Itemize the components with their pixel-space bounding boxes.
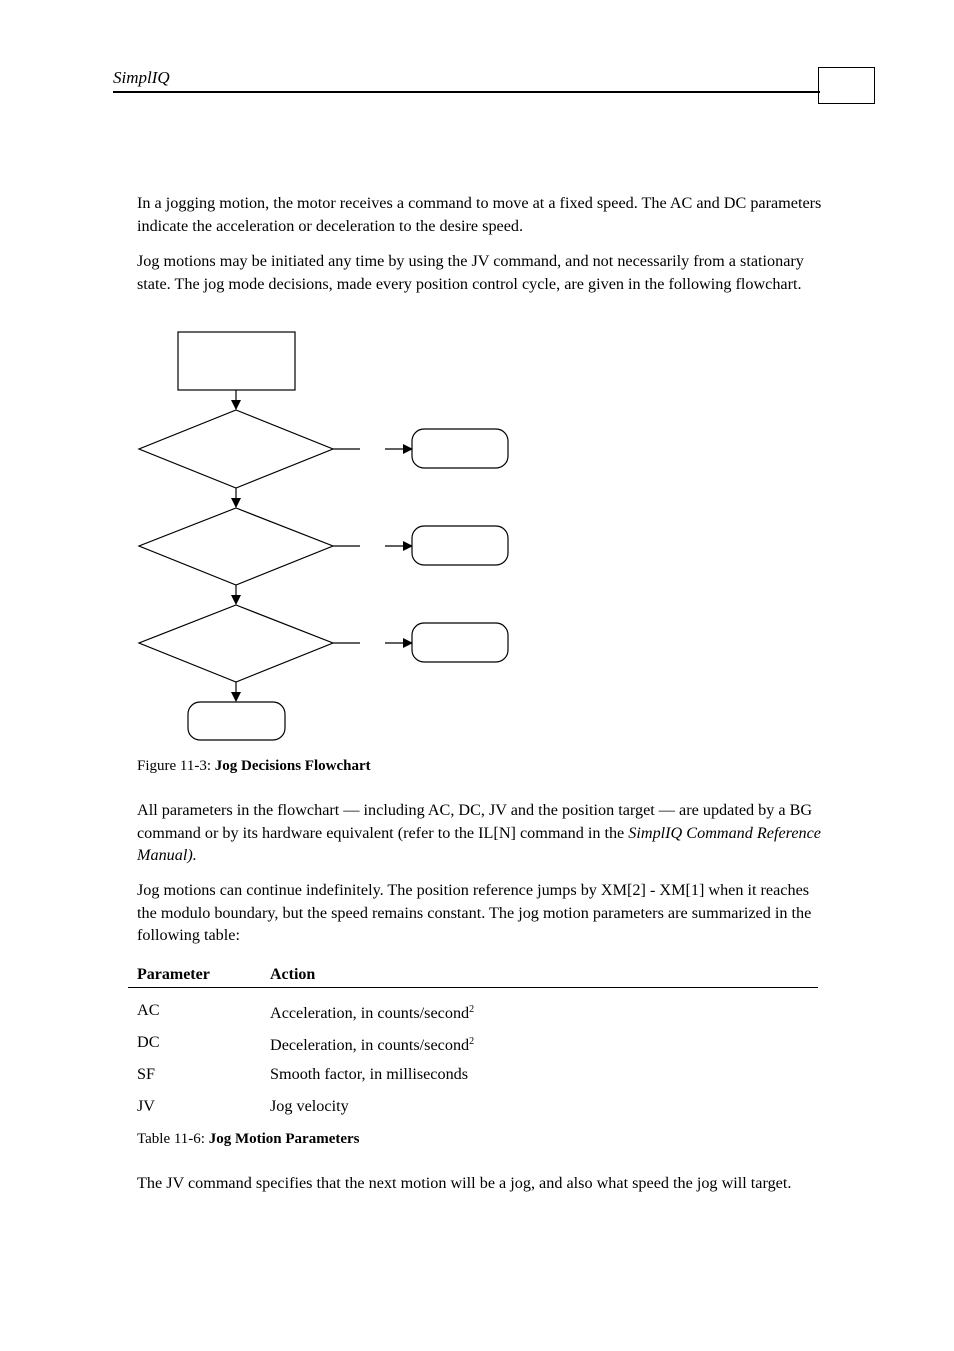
table-caption xyxy=(137,1129,360,1149)
command-reference-manual-title: SimplIQ Command Reference Manual). xyxy=(137,823,821,864)
table-cell-action xyxy=(270,1031,474,1056)
paragraph-jog-initiation: Jog motions may be initiated any time by using the JV command, and not necessarily from a stationary state. The jog mode decisions, made every position control cycle, are given in the following flowchart. xyxy=(137,252,804,293)
flowchart-terminal-1 xyxy=(412,429,508,468)
table-cell-action-text: Acceleration, in counts/second xyxy=(270,1004,470,1022)
jog-decisions-flowchart xyxy=(130,325,530,745)
flowchart-start-box xyxy=(178,332,295,390)
header-rule xyxy=(113,91,820,93)
superscript: 2 xyxy=(469,1004,475,1015)
table-cell-parameter: JV xyxy=(137,1097,155,1115)
table-cell-action: Smooth factor, in milliseconds xyxy=(270,1065,469,1083)
table-cell-action-text: Deceleration, in counts/second xyxy=(270,1036,470,1054)
paragraph-parameter-updates xyxy=(137,799,822,867)
paragraph-parameter-updates-text: All parameters in the flowchart — including AC, DC, JV and the position target — are updated by a BG command or by its hardware equivalent (refer to the IL[N] command in the xyxy=(137,801,813,842)
table-header-rule xyxy=(128,987,818,988)
table-cell-parameter: DC xyxy=(137,1033,160,1051)
paragraph-jogging-intro: In a jogging motion, the motor receives a command to move at a fixed speed. The AC and DC parameters indicate the acceleration or deceleration to the desire speed. xyxy=(137,194,822,235)
table-header-action: Action xyxy=(270,966,316,983)
flowchart-terminal-2 xyxy=(412,526,508,565)
figure-caption-title: Jog Decisions Flowchart xyxy=(214,758,371,774)
superscript: 2 xyxy=(469,1036,475,1047)
flowchart-terminal-3 xyxy=(412,623,508,662)
figure-caption-prefix: Figure 11-3: xyxy=(137,758,215,774)
flowchart-decision-1 xyxy=(139,410,333,488)
paragraph-jv-command: The JV command specifies that the next motion will be a jog, and also what speed the jog will target. xyxy=(137,1174,792,1192)
table-caption-prefix: Table 11-6: xyxy=(137,1131,209,1147)
paragraph-jog-continuation: Jog motions can continue indefinitely. The position reference jumps by XM[2] - XM[1] when it reaches the modulo boundary, but the speed remains constant. The jog motion parameters are summarized in the following table: xyxy=(137,881,812,944)
figure-caption xyxy=(137,756,371,776)
flowchart-decision-3 xyxy=(139,605,333,682)
running-header-title: SimplIQ xyxy=(113,68,170,87)
flowchart-decision-2 xyxy=(139,508,333,585)
table-cell-parameter: SF xyxy=(137,1065,156,1083)
table-cell-action: Jog velocity xyxy=(270,1097,349,1115)
table-cell-action xyxy=(270,999,474,1024)
table-header-parameter: Parameter xyxy=(137,966,210,983)
flowchart-end-terminal xyxy=(188,702,285,740)
table-cell-parameter: AC xyxy=(137,1001,160,1019)
page-number-box xyxy=(818,67,875,104)
table-caption-title: Jog Motion Parameters xyxy=(208,1131,360,1147)
